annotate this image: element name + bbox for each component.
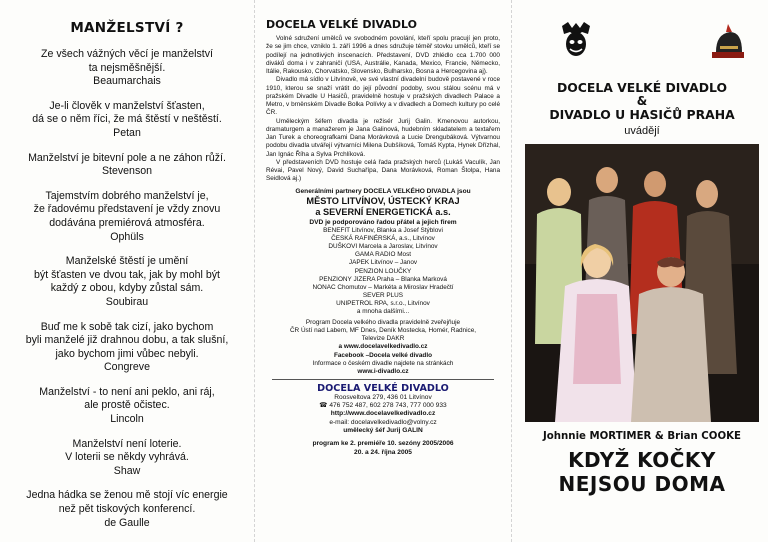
about-paragraph: Volné sdružení umělců ve svobodném povolání, kteří spolu pracují jen proto, že se jim chce, vzniklo 1. září 1996 a dnes sdružuje téměř stovku umělců, kteří se podílejí na jednotlivých inscenacích. Představení, DVD zhlédlo cca 1.700 000 diváků doma i v zahraničí (USA, Austrálie, Kanada, Mexico, Francie, Německo, Itálie, Rakousko, Chorvatsko, Slovensko, Bulharsko, Bosna a Hercegovina aj). — [266, 35, 500, 75]
partners-line: a SEVERNÍ ENERGETICKÁ a.s. — [315, 206, 451, 217]
play-title-line: NEJSOU DOMA — [558, 472, 726, 496]
quote-text: Tajemstvím dobrého manželství je, — [45, 189, 209, 202]
sponsor-item: GAMA RADIO Most — [354, 251, 412, 259]
sponsor-item: PENZION LOUČKY — [354, 267, 412, 275]
quote-text: Manželské štěstí je umění — [65, 255, 189, 268]
quote — [12, 152, 242, 179]
info-line: Informace o českém divadle najdete na stránkách — [312, 359, 454, 367]
quote-text: Manželství není loterie. — [72, 437, 182, 450]
quote-text: jako bychom jimi vůbec nebyli. — [55, 347, 199, 360]
contact-phone: ☎ 476 752 487, 602 278 743, 777 000 933 — [319, 402, 447, 410]
contact-email[interactable]: e-mail: docelavelkedivadlo@volny.cz — [329, 418, 437, 426]
media-line: ČR Ústí nad Labem, MF Dnes, Deník Mostecka, Homér, Radnice, — [289, 327, 477, 335]
partners-heading: Generálními partnery DOCELA VELKÉHO DIVADLA jsou — [295, 187, 471, 195]
sponsor-item: DUŠKOVI Marcela a Jaroslav, Litvínov — [328, 243, 438, 251]
quote-author: Soubirau — [105, 295, 149, 308]
quote-text: dá se o něm říci, že má štěstí v neštěstí. — [32, 113, 222, 126]
sponsor-item: NONAC Chomutov – Markéta a Miroslav Hradečtí — [312, 283, 454, 291]
quote-text: Ze všech vážných věcí je manželství — [41, 48, 213, 60]
fold-line — [254, 0, 255, 542]
quote-author: de Gaulle — [104, 516, 150, 529]
media-line: Program Docela velkého divadla pravidelně zveřejňuje — [305, 319, 461, 327]
supported-heading: DVD je podporováno řadou přátel a jejich firem — [309, 218, 457, 226]
theatre-mask-icon — [558, 20, 594, 60]
quote-author: Lincoln — [110, 413, 144, 426]
i-divadlo-link[interactable]: www.i-divadlo.cz — [357, 367, 409, 375]
quote-author: Congreve — [104, 361, 150, 374]
quote-text: být šťasten ve dvou tak, jak by mohl být — [34, 268, 220, 281]
contact-title: DOCELA VELKÉ DIVADLO — [317, 382, 449, 394]
presents-label: uvádějí — [624, 125, 660, 137]
sponsor-item: ČESKÁ RAFINÉRSKÁ, a.s., Litvínov — [331, 235, 435, 243]
sponsor-item: UNIPETROL RPA, s.r.o., Litvínov — [336, 299, 430, 307]
contact-address: Roosveltova 279, 436 01 Litvínov — [334, 393, 432, 401]
quote-author: Ophüls — [110, 230, 144, 243]
program-line: program ke 2. premiéře 10. sezóny 2005/2006 — [312, 440, 454, 448]
website-link[interactable]: a www.docelavelkedivadlo.cz — [338, 343, 428, 351]
quote-author: Stevenson — [101, 165, 153, 178]
quotes-list — [12, 48, 242, 530]
quote — [12, 100, 242, 141]
about-paragraph: Uměleckým šéfem divadla je režisér Jurij Galin. Kmenovou autorkou, dramaturgem a manažerem je Jana Galinová, hudebním skladatelem a textařem Jan Turek a choreografkami Dana Morávková a Lucie Drengubáková. Výtvarnou podobu divadla utvářejí výtvarníci Milena Dubšíková, Tomáš Kypta, Hynek Dřízhal, Jan Ignác Říha a Sylva Prchlíková. — [266, 117, 500, 158]
producer-name: DOCELA VELKÉ DIVADLO — [556, 80, 727, 95]
quote-author: Beaumarchais — [93, 75, 161, 88]
quote-text: ta nejsměšnější. — [88, 61, 166, 74]
about-panel — [256, 0, 508, 542]
facebook-link[interactable]: Facebook –Docela velké divadlo — [333, 351, 433, 359]
sponsor-item: a mnoha dalšími... — [356, 308, 410, 316]
about-title: DOCELA VELKÉ DIVADLO — [266, 18, 417, 31]
quote-text: V loterii se někdy vyhrává. — [65, 451, 189, 464]
program-date: 20. a 24. října 2005 — [354, 448, 412, 456]
cast-photo — [525, 144, 759, 422]
quote — [12, 190, 242, 244]
quote — [12, 48, 242, 89]
divider — [272, 379, 494, 380]
cover-panel — [514, 0, 768, 542]
sponsor-list — [266, 227, 500, 316]
venue-name: DIVADLO U HASIČŮ PRAHA — [549, 107, 735, 122]
quote-text: že řadovému představení je vždy znovu — [33, 203, 221, 216]
quote-text: Jedna hádka se ženou mě stojí víc energie — [26, 489, 228, 502]
quote-text: než pět tiskových konferencí. — [58, 503, 196, 516]
cast-photo-image — [525, 144, 759, 422]
about-paragraph: Divadlo má sídlo v Litvínově, ve své vlastní divadelní budově postavené v roce 1910, kterou se snaží vrátit do její původní podoby, svou stálou scénu má v pražském Divadle U Hasičů, pravidelně hostuje v pražských divadlech Palace a Metro, v brněnském Divadle Bolka Polívky a v divadlech a Domech kultury po celé ČR. — [266, 76, 500, 117]
quote-author: Shaw — [113, 464, 141, 477]
quote — [12, 489, 242, 530]
quote-text: Manželství je bitevní pole a ne záhon růží. — [28, 151, 226, 164]
quote-text: dodávána premiérová atmosféra. — [49, 216, 205, 229]
ampersand: & — [636, 94, 648, 108]
quote-text: Je-li člověk v manželství šťasten, — [49, 99, 205, 112]
sponsor-item: PENZIONY JIZERA Praha – Blanka Marková — [319, 275, 447, 283]
authors: Johnnie MORTIMER & Brian COOKE — [543, 431, 741, 442]
partners-line: MĚSTO LITVÍNOV, ÚSTECKÝ KRAJ — [306, 196, 460, 206]
quotes-title: MANŽELSTVÍ ? — [70, 20, 184, 36]
quotes-panel — [0, 0, 252, 542]
media-line: Televize DAKR — [361, 335, 405, 343]
quote — [12, 255, 242, 309]
logos — [522, 18, 762, 70]
quote-text: byli manželé již drahnou dobu, a tak slušní, — [25, 334, 229, 347]
play-title-line: KDYŽ KOČKY — [568, 448, 716, 472]
quote-text: ale prostě očistec. — [84, 399, 170, 412]
sponsor-item: SEVER PLUS — [362, 291, 404, 299]
quote-text: Buď me k sobě tak cizí, jako bychom — [40, 320, 214, 333]
contact-web[interactable]: http://www.docelavelkedivadlo.cz — [330, 410, 436, 418]
sponsor-item: BENEFIT Litvínov, Blanka a Josef Stýblovi — [323, 227, 443, 235]
sponsor-item: JAPEK Litvínov – Janov — [348, 259, 418, 267]
fold-line — [511, 0, 512, 542]
contact-director: umělecký šéf Jurij GALIN — [343, 426, 423, 434]
quote-text: Manželství - to není ani peklo, ani ráj, — [39, 385, 215, 398]
quote — [12, 386, 242, 427]
quote — [12, 321, 242, 375]
quote-text: každý z obou, kdyby zůstal sám. — [50, 282, 204, 295]
fire-helmet-icon — [708, 22, 748, 62]
quote-author: Petan — [113, 126, 141, 139]
quote — [12, 438, 242, 479]
about-paragraph: V představeních DVD hostuje celá řada pražských herců (Lukáš Vaculík, Jan Révai, Pavel Nový, David Suchařípa, Dana Morávková, Roman Štolpa, Hana Seidlová aj.) — [266, 158, 500, 183]
